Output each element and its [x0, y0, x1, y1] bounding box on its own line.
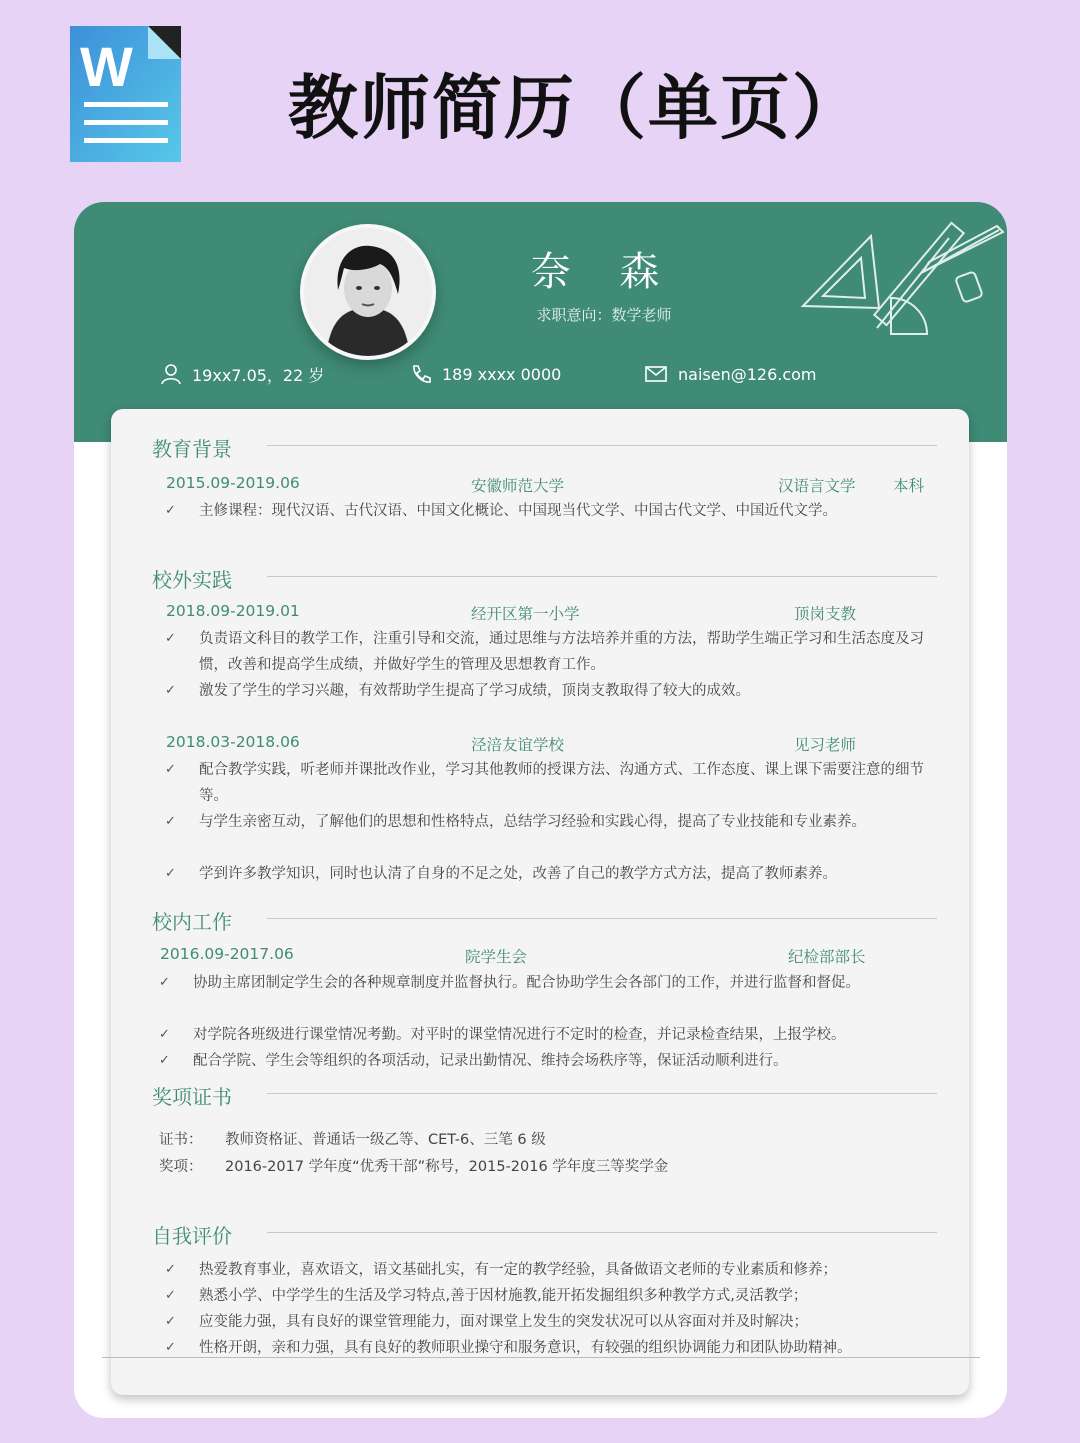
- email-text: naisen@126.com: [678, 364, 817, 384]
- practice-date: 2018.09-2019.01: [166, 602, 300, 620]
- practice-bullet: ✓ 与学生亲密互动，了解他们的思想和性格特点，总结学习经验和实践心得，提高了专业技能和专业素养。: [165, 809, 943, 835]
- education-school: 安徽师范大学: [471, 477, 565, 495]
- cert-row: [159, 1128, 546, 1149]
- word-icon-letter: W: [80, 35, 133, 98]
- resume-header: [74, 202, 1007, 442]
- self-bullet: ✓ 热爱教育事业，喜欢语文，语文基础扎实，有一定的教学经验，具备做语文老师的专业素质和修养；: [165, 1257, 943, 1283]
- self-bullet: ✓ 应变能力强，具有良好的课堂管理能力，面对课堂上发生的突发状况可以从容面对并及时解决；: [165, 1309, 943, 1335]
- check-icon: ✓: [165, 1288, 176, 1303]
- cert-label: 证书：: [159, 1132, 203, 1148]
- practice-bullet: ✓ 负责语文科目的教学工作，注重引导和交流，通过思维与方法培养并重的方法，帮助学生端正学习和生活态度及习惯，改善和提高学生成绩，并做好学生的管理及思想教育工作。: [165, 626, 943, 678]
- campus-org: 院学生会: [465, 948, 528, 966]
- campus-entry: [160, 945, 930, 965]
- mail-icon: [644, 364, 668, 384]
- self-bullet: ✓ 性格开朗，亲和力强，具有良好的教师职业操守和服务意识，有较强的组织协调能力和团队协助精神。: [165, 1335, 943, 1361]
- check-icon: ✓: [165, 1314, 176, 1329]
- education-entry: [166, 474, 936, 494]
- job-intent: 求职意向：数学老师: [536, 306, 672, 324]
- resume-body-panel: [111, 409, 969, 1395]
- check-icon: ✓: [165, 1340, 176, 1355]
- section-title-campus: 校内工作: [152, 910, 232, 934]
- check-icon: ✓: [165, 631, 176, 646]
- self-bullet: ✓ 熟悉小学、中学学生的生活及学习特点,善于因材施教,能开拓发掘组织多种教学方式,灵活教学；: [165, 1283, 943, 1309]
- practice-entry: [166, 733, 936, 753]
- candidate-name: 奈 森: [530, 249, 678, 295]
- check-icon: ✓: [165, 503, 176, 518]
- phone-icon: [410, 363, 432, 385]
- practice-bullet: ✓ 学到许多教学知识，同时也认清了自身的不足之处，改善了自己的教学方式方法，提高了教师素养。: [165, 861, 943, 887]
- practice-bullet: ✓ 配合教学实践，听老师并课批改作业，学习其他教师的授课方法、沟通方式、工作态度、课上课下需要注意的细节等。: [165, 757, 943, 809]
- section-title-practice: 校外实践: [152, 568, 232, 592]
- check-icon: ✓: [159, 975, 170, 990]
- contact-email: [644, 362, 817, 386]
- section-divider: [267, 1232, 937, 1233]
- section-title-self: 自我评价: [152, 1224, 232, 1248]
- check-icon: ✓: [165, 1262, 176, 1277]
- section-title-awards: 奖项证书: [152, 1085, 232, 1109]
- campus-date: 2016.09-2017.06: [160, 945, 294, 963]
- cert-value: 教师资格证、普通话一级乙等、CET-6、三笔 6 级: [225, 1132, 546, 1148]
- section-title-education: 教育背景: [152, 437, 232, 461]
- practice-role: 见习老师: [794, 736, 857, 754]
- page-title: 教师简历（单页）: [288, 67, 864, 149]
- education-bullet: ✓ 主修课程：现代汉语、古代汉语、中国文化概论、中国现当代文学、中国古代文学、中国近代文学。: [165, 498, 943, 524]
- practice-entry: [166, 602, 936, 622]
- practice-bullet: ✓ 激发了学生的学习兴趣，有效帮助学生提高了学习成绩，顶岗支教取得了较大的成效。: [165, 678, 943, 704]
- avatar: [300, 224, 436, 360]
- check-icon: ✓: [165, 814, 176, 829]
- award-row: [159, 1155, 668, 1176]
- check-icon: ✓: [159, 1027, 170, 1042]
- education-major: 汉语言文学: [778, 477, 856, 495]
- check-icon: ✓: [159, 1053, 170, 1068]
- footer-rule: [102, 1357, 980, 1358]
- campus-bullet: ✓ 对学院各班级进行课堂情况考勤。对平时的课堂情况进行不定时的检查，并记录检查结果，上报学校。: [159, 1022, 937, 1048]
- section-divider: [267, 1093, 937, 1094]
- person-icon: [160, 363, 182, 385]
- phone-text: 189 xxxx 0000: [442, 364, 562, 384]
- award-label: 奖项：: [159, 1159, 203, 1175]
- practice-role: 顶岗支教: [794, 605, 857, 623]
- word-document-icon: [70, 26, 181, 162]
- ruler-pencil-doodle-icon: [799, 208, 1007, 343]
- campus-bullet: ✓ 协助主席团制定学生会的各种规章制度并监督执行。配合协助学生会各部门的工作，并进行监督和督促。: [159, 970, 937, 996]
- practice-org: 经开区第一小学: [471, 605, 580, 623]
- contact-birth: [160, 362, 324, 386]
- section-divider: [267, 918, 937, 919]
- education-date: 2015.09-2019.06: [166, 474, 300, 492]
- birth-text: 19xx7.05，22 岁: [192, 365, 325, 385]
- award-value: 2016-2017 学年度“优秀干部”称号，2015-2016 学年度三等奖学金: [225, 1159, 669, 1175]
- contact-phone: [410, 362, 561, 386]
- check-icon: ✓: [165, 762, 176, 777]
- resume-card: [74, 202, 1007, 1418]
- campus-role: 纪检部部长: [788, 948, 866, 966]
- practice-org: 泾涪友谊学校: [471, 736, 565, 754]
- practice-date: 2018.03-2018.06: [166, 733, 300, 751]
- section-divider: [267, 445, 937, 446]
- check-icon: ✓: [165, 683, 176, 698]
- campus-bullet: ✓ 配合学院、学生会等组织的各项活动，记录出勤情况、维持会场秩序等，保证活动顺利进行。: [159, 1048, 937, 1074]
- education-degree: 本科: [893, 477, 925, 495]
- section-divider: [267, 576, 937, 577]
- check-icon: ✓: [165, 866, 176, 881]
